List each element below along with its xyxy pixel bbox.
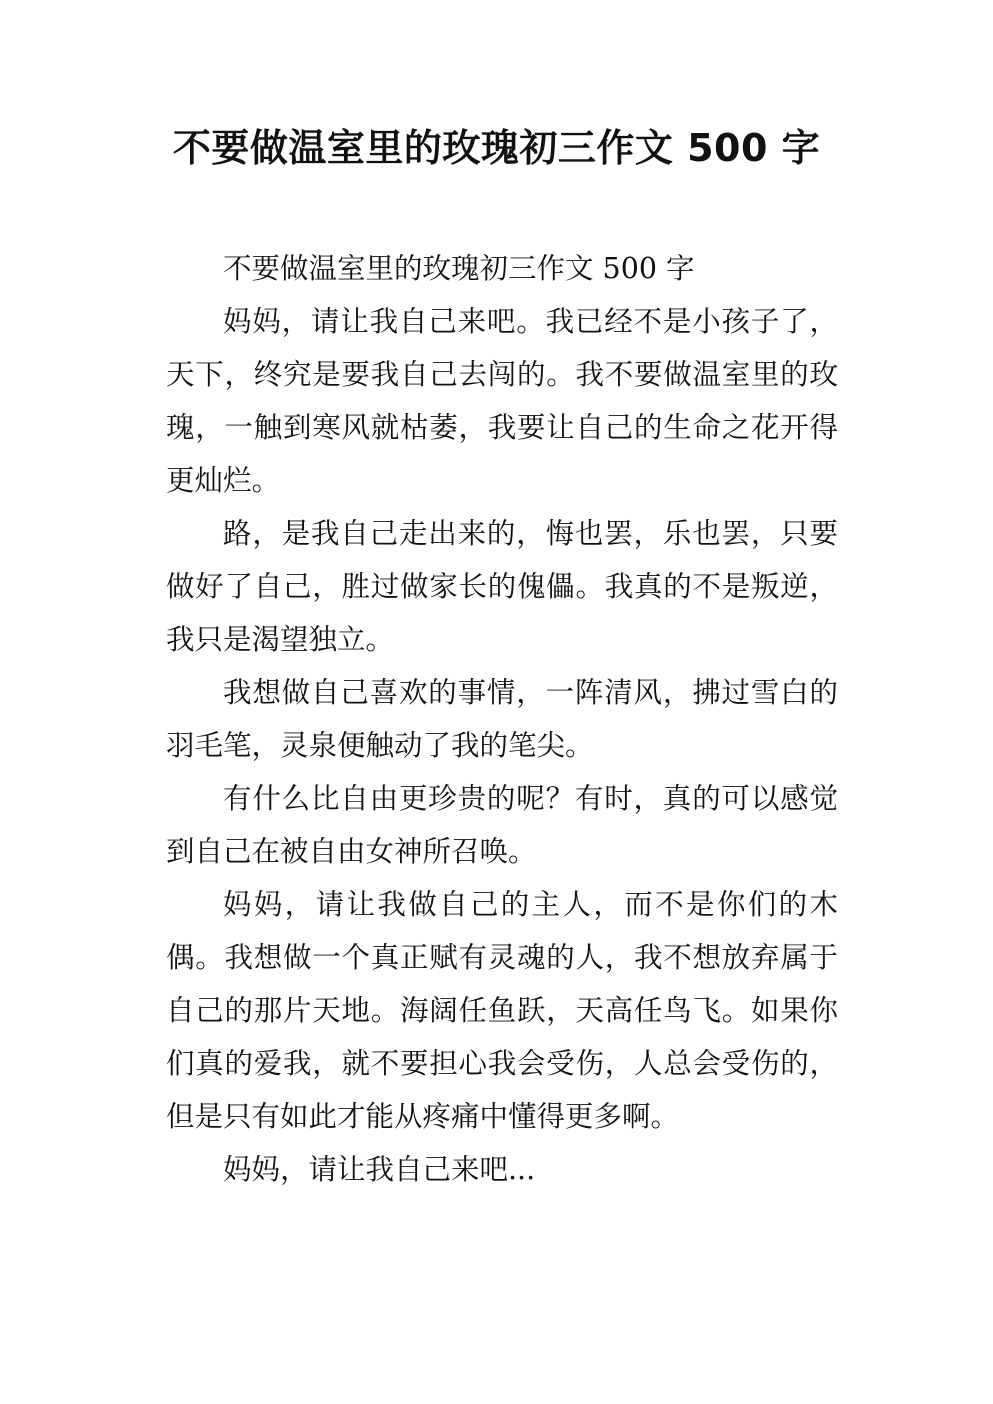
paragraph-subtitle: 不要做温室里的玫瑰初三作文 500 字 [223, 252, 695, 285]
document-body [166, 242, 838, 1196]
paragraph: 路，是我自己走出来的，悔也罢，乐也罢，只要做好了自己，胜过做家长的傀儡。我真的不是叛逆，我只是渴望独立。 [166, 517, 838, 656]
paragraph: 我想做自己喜欢的事情，一阵清风，拂过雪白的羽毛笔，灵泉便触动了我的笔尖。 [166, 676, 838, 762]
paragraph: 妈妈，请让我自己来吧。我已经不是小孩子了，天下，终究是要我自己去闯的。我不要做温室里的玫瑰，一触到寒风就枯萎，我要让自己的生命之花开得更灿烂。 [166, 305, 838, 497]
paragraph: 妈妈，请让我自己来吧... [223, 1153, 536, 1186]
document-title: 不要做温室里的玫瑰初三作文 500 字 [172, 126, 821, 170]
paragraph: 妈妈，请让我做自己的主人，而不是你们的木偶。我想做一个真正赋有灵魂的人，我不想放弃属于自己的那片天地。海阔任鱼跃，天高任鸟飞。如果你们真的爱我，就不要担心我会受伤，人总会受伤的，但是只有如此才能从疼痛中懂得更多啊。 [166, 888, 838, 1133]
paragraph: 有什么比自由更珍贵的呢？有时，真的可以感觉到自己在被自由女神所召唤。 [166, 782, 838, 868]
